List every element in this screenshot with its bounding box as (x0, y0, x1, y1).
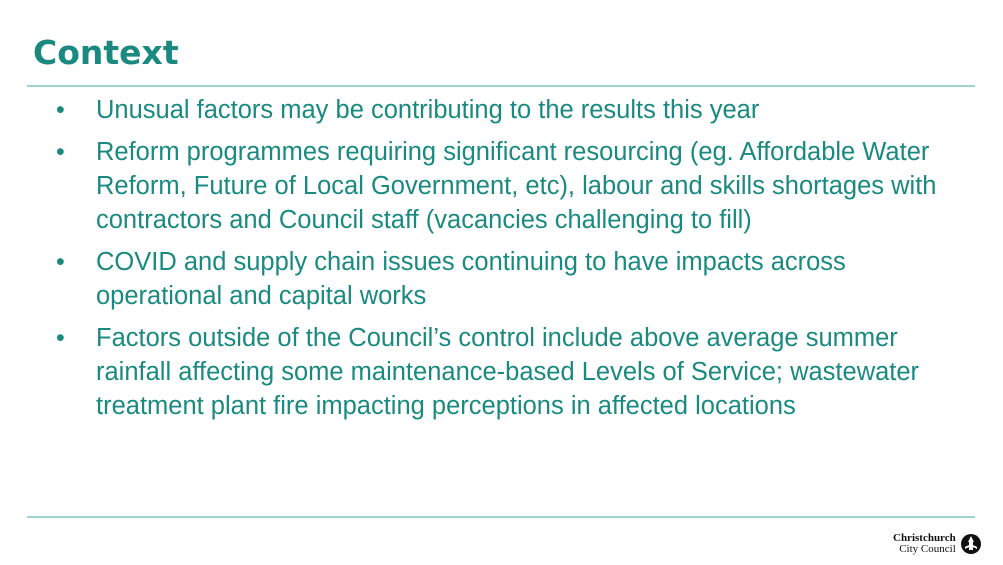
bullet-marker: • (56, 324, 65, 352)
logo-line-1: Christchurch (893, 532, 956, 544)
bullet-marker: • (56, 96, 65, 124)
top-divider (27, 85, 975, 87)
bullet-text: Unusual factors may be contributing to the results this year (96, 96, 760, 124)
bullet-list (48, 93, 963, 431)
christchurch-city-council-logo (893, 533, 982, 555)
bottom-divider (27, 516, 975, 518)
bullet-item (48, 245, 963, 313)
bullet-marker: • (56, 248, 65, 276)
logo-line-2: City Council (899, 543, 956, 555)
bullet-marker: • (56, 138, 65, 166)
bullet-item (48, 135, 963, 237)
bullet-item (48, 93, 963, 127)
bullet-text: Reform programmes requiring significant resourcing (eg. Affordable Water Reform, Future of Local Government, etc), labour and skills shortages with contractors and Council staff (vacancies challenging to fill) (96, 138, 937, 234)
bullet-text: Factors outside of the Council’s control include above average summer rainfall affecting some maintenance-based Levels of Service; wastewater treatment plant fire impacting perceptions in affected locations (96, 324, 920, 420)
bullet-item (48, 321, 963, 423)
cathedral-emblem-icon (960, 533, 982, 555)
bullet-text: COVID and supply chain issues continuing to have impacts across operational and capital works (96, 248, 846, 310)
slide-title: Context (33, 33, 179, 72)
